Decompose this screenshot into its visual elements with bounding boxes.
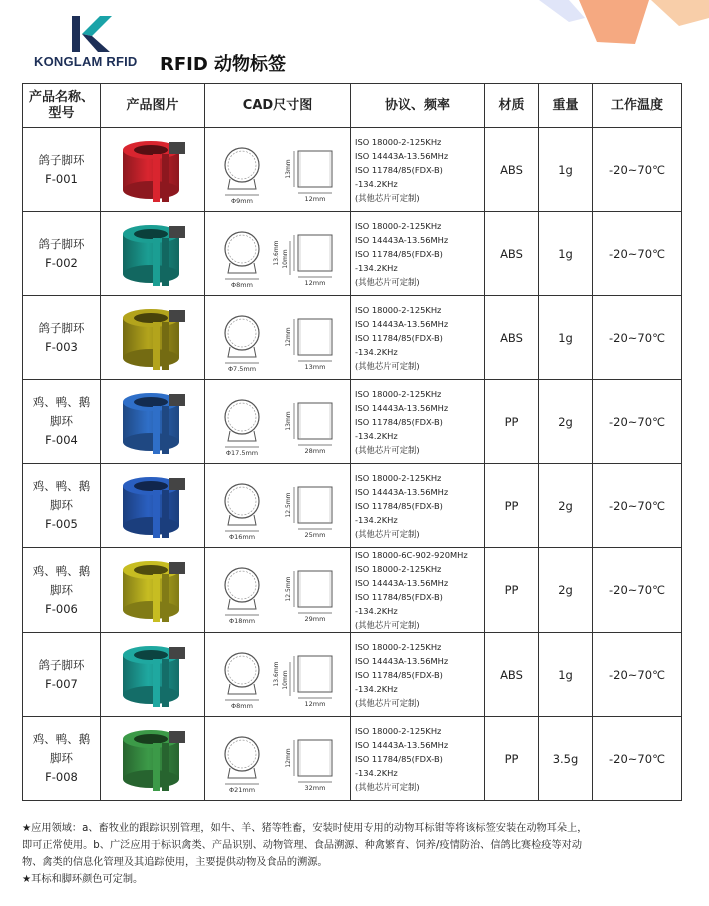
product-name-line: 脚环 — [50, 751, 73, 765]
protocol-line: (其他芯片可定制) — [355, 528, 420, 539]
temp-cell: -20~70℃ — [593, 380, 682, 464]
protocol-cell — [351, 633, 485, 717]
product-name-line: F-006 — [45, 601, 78, 616]
leg-ring-image — [105, 468, 201, 544]
protocol-line: -134.2KHz — [355, 178, 398, 189]
svg-text:12.5mm: 12.5mm — [284, 576, 292, 602]
svg-text:12mm: 12mm — [304, 699, 325, 708]
temp-cell: -20~70℃ — [593, 212, 682, 296]
protocol-line: ISO 11784/85(FDX-B) — [355, 500, 443, 511]
protocol-line: ISO 14443A-13.56MHz — [355, 486, 449, 497]
svg-text:Φ18mm: Φ18mm — [228, 617, 255, 625]
brand-logo-mark — [70, 14, 114, 54]
product-image-cell — [101, 212, 205, 296]
cad-drawing-cell — [205, 212, 351, 296]
protocol-line: -134.2KHz — [355, 767, 398, 778]
protocol-line: -134.2KHz — [355, 346, 398, 357]
product-name-cell — [23, 717, 101, 801]
cad-drawing — [208, 135, 348, 205]
protocol-line: ISO 14443A-13.56MHz — [355, 655, 449, 666]
protocol-line: ISO 14443A-13.56MHz — [355, 150, 449, 161]
protocol-cell — [351, 464, 485, 548]
cad-drawing — [208, 387, 348, 457]
leg-ring-image — [105, 552, 201, 628]
material-cell: PP — [485, 548, 539, 633]
product-image-cell — [101, 296, 205, 380]
svg-text:Φ9mm: Φ9mm — [230, 196, 253, 205]
product-name-line: 鸽子脚环 — [38, 657, 85, 672]
cad-drawing — [208, 640, 348, 710]
svg-text:12mm: 12mm — [304, 194, 325, 203]
product-name-cell — [23, 548, 101, 633]
protocol-line: -134.2KHz — [355, 514, 398, 525]
protocol-line: ISO 18000-2-125KHz — [355, 472, 442, 483]
protocol-line: ISO 18000-2-125KHz — [355, 641, 442, 652]
table-row — [23, 717, 682, 801]
page-header — [34, 14, 674, 74]
temp-cell: -20~70℃ — [593, 717, 682, 801]
material-cell: PP — [485, 717, 539, 801]
note-line: 即可正常使用。b、广泛应用于标识禽类、产品识别、动物管理、食品溯源、种禽繁育、饲养/疫情防治、信鸽比赛检疫等对动 — [22, 840, 583, 851]
header-temp: 工作温度 — [593, 84, 682, 128]
cad-drawing-cell — [205, 633, 351, 717]
note-line: 物、禽类的信息化管理及其追踪使用，主要提供动物及食品的溯源。 — [22, 857, 328, 868]
protocol-line: -134.2KHz — [355, 606, 398, 616]
product-name-line: 鸽子脚环 — [38, 236, 85, 251]
header-cad: CAD尺寸图 — [205, 84, 351, 128]
material-cell: ABS — [485, 296, 539, 380]
product-name-line: 鸡、鸭、鹅 — [32, 563, 91, 578]
leg-ring-image — [105, 216, 201, 292]
protocol-cell — [351, 548, 485, 633]
temp-cell: -20~70℃ — [593, 464, 682, 548]
cad-drawing-cell — [205, 296, 351, 380]
cad-drawing — [208, 471, 348, 541]
protocol-line: (其他芯片可定制) — [355, 444, 420, 455]
leg-ring-image — [105, 132, 201, 208]
protocol-cell — [351, 128, 485, 212]
product-image-cell — [101, 380, 205, 464]
material-cell: PP — [485, 464, 539, 548]
svg-text:13.6mm: 13.6mm — [272, 660, 280, 687]
protocol-cell — [351, 717, 485, 801]
protocol-line: ISO 18000-2-125KHz — [355, 564, 442, 574]
temp-cell: -20~70℃ — [593, 296, 682, 380]
cad-drawing-cell — [205, 128, 351, 212]
protocol-line: ISO 18000-2-125KHz — [355, 136, 442, 147]
product-image-cell — [101, 548, 205, 633]
cad-drawing-cell — [205, 717, 351, 801]
temp-cell: -20~70℃ — [593, 548, 682, 633]
product-name-cell — [23, 296, 101, 380]
protocol-line: -134.2KHz — [355, 683, 398, 694]
protocol-line: ISO 18000-2-125KHz — [355, 304, 442, 315]
product-image-cell — [101, 128, 205, 212]
weight-cell: 2g — [539, 548, 593, 633]
protocol-cell — [351, 380, 485, 464]
product-name-cell — [23, 380, 101, 464]
header-protocol: 协议、频率 — [351, 84, 485, 128]
weight-cell: 1g — [539, 212, 593, 296]
svg-text:Φ21mm: Φ21mm — [228, 785, 255, 794]
protocol-line: (其他芯片可定制) — [355, 697, 420, 708]
note-line: ★耳标和脚环颜色可定制。 — [22, 874, 144, 885]
protocol-line: ISO 18000-2-125KHz — [355, 220, 442, 231]
cad-drawing-cell — [205, 464, 351, 548]
protocol-line: (其他芯片可定制) — [355, 781, 420, 792]
table-row — [23, 633, 682, 717]
product-name-line: 鸡、鸭、鹅 — [32, 479, 91, 493]
table-row — [23, 128, 682, 212]
svg-text:12mm: 12mm — [304, 278, 325, 287]
weight-cell: 3.5g — [539, 717, 593, 801]
brand-logo — [34, 14, 154, 74]
product-name-line: 鸡、鸭、鹅 — [32, 395, 91, 409]
protocol-line: (其他芯片可定制) — [355, 360, 420, 371]
svg-text:13mm: 13mm — [284, 158, 292, 179]
weight-cell: 2g — [539, 380, 593, 464]
protocol-line: -134.2KHz — [355, 262, 398, 273]
protocol-line: ISO 11784/85(FDX-B) — [355, 248, 443, 259]
note-line: ★应用领域：a、畜牧业的跟踪识别管理，如牛、羊、猪等牲畜，安装时使用专用的动物耳标钳等将该标签安装在动物耳朵上， — [22, 823, 588, 834]
protocol-line: ISO 11784/85(FDX-B) — [355, 332, 443, 343]
svg-text:28mm: 28mm — [304, 446, 325, 455]
product-name-line: F-003 — [45, 339, 78, 354]
svg-text:29mm: 29mm — [304, 615, 325, 623]
svg-text:10mm: 10mm — [281, 248, 289, 269]
table-row — [23, 296, 682, 380]
product-name-line: 脚环 — [50, 582, 73, 597]
document-title: RFID 动物标签 — [160, 54, 287, 75]
protocol-line: ISO 11784/85(FDX-B) — [355, 592, 443, 602]
product-name-line: F-005 — [45, 517, 78, 531]
protocol-line: -134.2KHz — [355, 430, 398, 441]
material-cell: ABS — [485, 212, 539, 296]
svg-text:10mm: 10mm — [281, 669, 289, 690]
product-name-line: 鸽子脚环 — [38, 152, 85, 167]
svg-text:Φ17.5mm: Φ17.5mm — [225, 448, 258, 457]
product-name-line: F-008 — [45, 770, 78, 784]
svg-text:12mm: 12mm — [284, 747, 292, 768]
svg-text:Φ8mm: Φ8mm — [230, 280, 253, 289]
protocol-line: ISO 18000-6C-902-920MHz — [355, 550, 468, 560]
table-row — [23, 380, 682, 464]
cad-drawing-cell — [205, 380, 351, 464]
svg-text:Φ7.5mm: Φ7.5mm — [227, 364, 256, 373]
product-spec-table — [22, 83, 682, 801]
header-name: 产品名称、型号 — [23, 84, 101, 128]
product-name-line: 脚环 — [50, 414, 73, 428]
temp-cell: -20~70℃ — [593, 128, 682, 212]
header-image: 产品图片 — [101, 84, 205, 128]
product-name-line: 鸡、鸭、鹅 — [32, 732, 91, 746]
leg-ring-image — [105, 384, 201, 460]
protocol-line: ISO 11784/85(FDX-B) — [355, 753, 443, 764]
brand-logo-text: KONGLAM RFID — [34, 54, 138, 69]
protocol-cell — [351, 212, 485, 296]
protocol-line: ISO 14443A-13.56MHz — [355, 578, 449, 588]
product-name-cell — [23, 633, 101, 717]
svg-text:Φ8mm: Φ8mm — [230, 701, 253, 710]
leg-ring-image — [105, 300, 201, 376]
table-row — [23, 548, 682, 633]
leg-ring-image — [105, 637, 201, 713]
protocol-line: ISO 14443A-13.56MHz — [355, 234, 449, 245]
product-name-line: 鸽子脚环 — [38, 320, 85, 335]
temp-cell: -20~70℃ — [593, 633, 682, 717]
table-header-row — [23, 84, 682, 128]
protocol-cell — [351, 296, 485, 380]
product-name-cell — [23, 464, 101, 548]
weight-cell: 1g — [539, 296, 593, 380]
protocol-line: ISO 14443A-13.56MHz — [355, 739, 449, 750]
svg-text:12mm: 12mm — [284, 326, 292, 347]
protocol-line: ISO 11784/85(FDX-B) — [355, 416, 443, 427]
weight-cell: 2g — [539, 464, 593, 548]
material-cell: ABS — [485, 633, 539, 717]
product-name-cell — [23, 212, 101, 296]
material-cell: PP — [485, 380, 539, 464]
svg-text:25mm: 25mm — [304, 530, 325, 539]
protocol-line: ISO 18000-2-125KHz — [355, 725, 442, 736]
table-row — [23, 464, 682, 548]
product-name-cell — [23, 128, 101, 212]
cad-drawing — [208, 219, 348, 289]
protocol-line: ISO 11784/85(FDX-B) — [355, 669, 443, 680]
svg-text:13mm: 13mm — [284, 410, 292, 431]
header-material: 材质 — [485, 84, 539, 128]
leg-ring-image — [105, 721, 201, 797]
cad-drawing-cell — [205, 548, 351, 633]
product-name-line: F-004 — [45, 433, 78, 447]
protocol-line: (其他芯片可定制) — [355, 276, 420, 287]
protocol-line: (其他芯片可定制) — [355, 620, 420, 630]
product-image-cell — [101, 717, 205, 801]
product-name-line: F-001 — [45, 171, 78, 186]
svg-text:12.5mm: 12.5mm — [284, 491, 292, 518]
cad-drawing — [208, 303, 348, 373]
header-weight: 重量 — [539, 84, 593, 128]
protocol-line: ISO 18000-2-125KHz — [355, 388, 442, 399]
cad-drawing — [208, 555, 348, 625]
protocol-line: ISO 14443A-13.56MHz — [355, 402, 449, 413]
product-name-line: 脚环 — [50, 498, 73, 512]
product-image-cell — [101, 633, 205, 717]
cad-drawing — [208, 724, 348, 794]
svg-text:32mm: 32mm — [304, 783, 325, 792]
protocol-line: (其他芯片可定制) — [355, 192, 420, 203]
product-image-cell — [101, 464, 205, 548]
protocol-line: ISO 11784/85(FDX-B) — [355, 164, 443, 175]
application-notes — [22, 820, 687, 888]
weight-cell: 1g — [539, 633, 593, 717]
material-cell: ABS — [485, 128, 539, 212]
table-row — [23, 212, 682, 296]
weight-cell: 1g — [539, 128, 593, 212]
product-name-line: F-002 — [45, 255, 78, 270]
svg-text:13.6mm: 13.6mm — [272, 239, 280, 266]
protocol-line: ISO 14443A-13.56MHz — [355, 318, 449, 329]
svg-text:13mm: 13mm — [304, 362, 325, 371]
product-name-line: F-007 — [45, 676, 78, 691]
svg-text:Φ16mm: Φ16mm — [228, 532, 255, 541]
